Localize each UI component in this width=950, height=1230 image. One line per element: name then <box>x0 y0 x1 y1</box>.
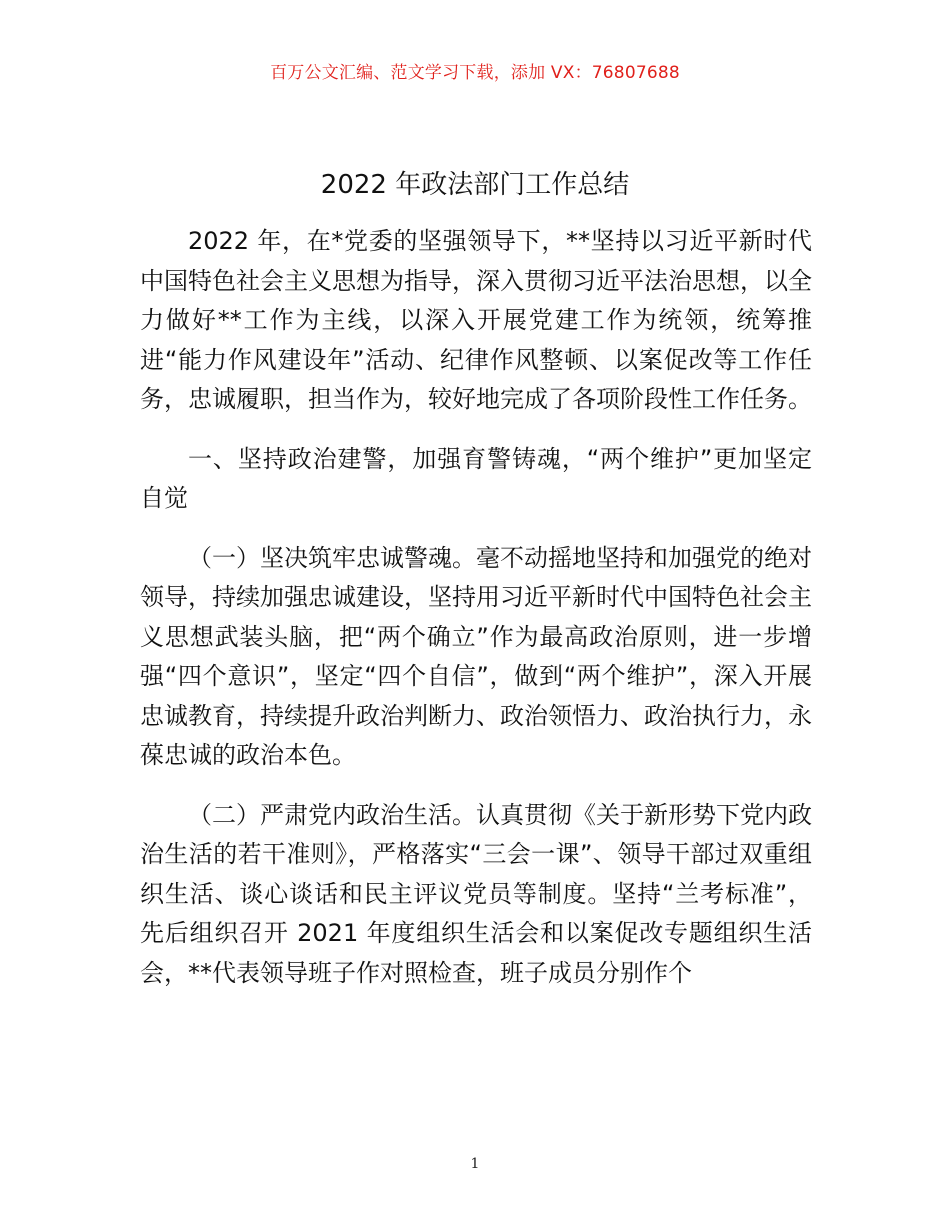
watermark-header: 百万公文汇编、范文学习下载，添加 VX：76807688 <box>270 63 680 83</box>
intro-paragraph: 2022 年，在*党委的坚强领导下，**坚持以习近平新时代中国特色社会主义思想为指导，深入贯彻习近平法治思想，以全力做好**工作为主线，以深入开展党建工作为统领，统筹推进“能力作风建设年”活动、纪律作风整顿、以案促改等工作任务，忠诚履职，担当作为，较好地完成了各项阶段性工作任务。 <box>140 227 812 413</box>
document-title: 2022 年政法部门工作总结 <box>320 170 630 200</box>
subsection-paragraph-1: （一）坚决筑牢忠诚警魂。毫不动摇地坚持和加强党的绝对领导，持续加强忠诚建设，坚持用习近平新时代中国特色社会主义思想武装头脑，把“两个确立”作为最高政治原则，进一步增强“四个意识”，坚定“四个自信”，做到“两个维护”，深入开展忠诚教育，持续提升政治判断力、政治领悟力、政治执行力，永葆忠诚的政治本色。 <box>140 543 812 769</box>
document-body <box>140 222 812 993</box>
subsection-paragraph-2: （二）严肃党内政治生活。认真贯彻《关于新形势下党内政治生活的若干准则》，严格落实“三会一课”、领导干部过双重组织生活、谈心谈话和民主评议党员等制度。坚持“兰考标准”，先后组织召开 2021 年度组织生活会和以案促改专题组织生活会，**代表领导班子作对照检查，班子成员分别作个 <box>140 800 812 987</box>
section-heading-1: 一、坚持政治建警，加强育警铸魂，“两个维护”更加坚定自觉 <box>140 444 812 512</box>
page-number: 1 <box>470 1156 480 1172</box>
